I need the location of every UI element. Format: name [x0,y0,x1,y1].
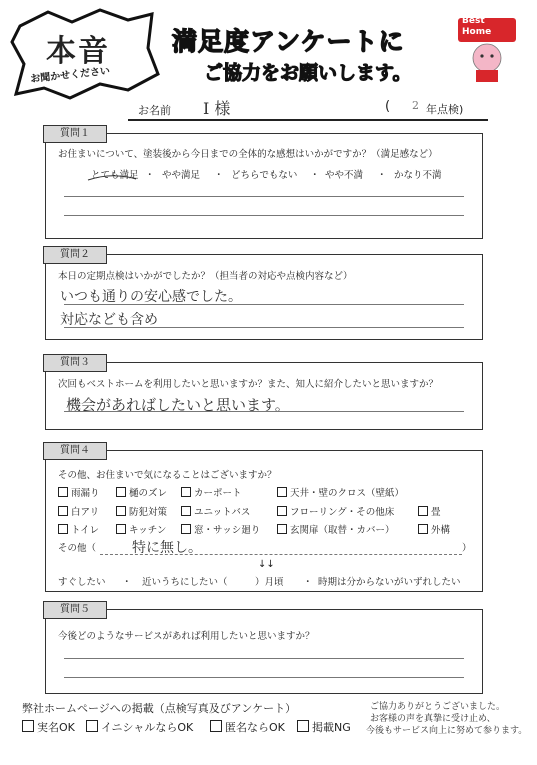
publish-ng[interactable]: 掲載NG [297,719,351,735]
q2-tab: 質問２ [43,246,107,264]
q4-timing-month[interactable]: ）月頃 [255,577,284,588]
badge-sub-text: お聞かせください [29,65,111,86]
thanks-line-2: お客様の声を真摯に受け止め、 [370,714,496,724]
q4-checkbox-leak[interactable]: 雨漏り [58,485,100,499]
q4-checkbox-carport[interactable]: カーポート [181,485,242,499]
q1-option-dissatisfied[interactable]: やや不満 [325,170,364,181]
q1-sep: ・ [214,170,224,181]
thanks-line-3: 今後もサービス向上に努めて参ります。 [366,726,528,736]
q1-option-satisfied[interactable]: やや満足 [162,170,201,181]
q5-question: 今後どのようなサービスがあれば利用したいと思いますか？ [58,631,315,642]
q4-checkbox-unit-bath[interactable]: ユニットバス [181,504,250,518]
q4-checkbox-flooring[interactable]: フローリング・その他床 [277,504,394,518]
q4-checkbox-exterior[interactable]: 外構 [418,522,450,536]
name-label: お名前 [138,104,171,117]
q2-question: 本日の定期点検はいかがでしたか？（担当者の対応や点検内容など） [58,271,353,282]
years-label: 年点検) [426,103,464,116]
publish-title: 弊社ホームページへの掲載（点検写真及びアンケート） [22,702,297,715]
q4-checkbox-door[interactable]: 玄関扉（取替・カバー） [277,522,395,536]
publish-anonymous-ok[interactable]: 匿名ならOK [210,719,285,735]
q4-checkbox-gutter[interactable]: 樋のズレ [116,485,167,499]
q4-other-line [100,554,462,555]
q4-other-label: その他（ [58,543,97,554]
q1-question: お住まいについて、塗装後から今日までの全体的な感想はいかがですか？（満足感など） [58,149,438,160]
q1-option-neutral[interactable]: どちらでもない [231,170,298,181]
logo-text-1: Best [462,16,485,26]
q4-other-answer[interactable]: 特に無し。 [132,540,202,556]
q4-question: その他、お住まいで気になることはございますか？ [58,470,277,481]
q4-checkbox-wallpaper[interactable]: 天井・壁のクロス（壁紙） [277,485,404,499]
q1-sep: ・ [377,170,387,181]
q2-answer-line-2[interactable]: 対応なども含め [60,312,158,328]
q4-checkbox-tatami[interactable]: 畳 [418,504,441,518]
q2-answer-line-1[interactable]: いつも通りの安心感でした。 [60,289,242,305]
q1-selection-mark [86,170,138,182]
q4-other-close: ） [462,543,472,554]
q5-tab: 質問５ [43,601,107,619]
q4-checkbox-kitchen[interactable]: キッチン [116,522,166,536]
q5-box [45,609,483,694]
q4-checkbox-toilet[interactable]: トイレ [58,522,99,536]
publish-real-name-ok[interactable]: 実名OK [22,719,75,735]
q2-line [64,304,464,305]
q1-option-very-dissatisfied[interactable]: かなり不満 [394,170,442,181]
q1-line [64,196,464,197]
q4-timing-near-future[interactable]: 近いうちにしたい（ [142,577,228,588]
q4-checkbox-security[interactable]: 防犯対策 [116,504,167,518]
q3-line [64,411,464,412]
q5-line [64,658,464,659]
q3-answer[interactable]: 機会があればしたいと思います。 [66,396,290,414]
q2-line [64,327,464,328]
q1-line [64,215,464,216]
years-value[interactable]: 2 [412,99,419,112]
q4-tab: 質問４ [43,442,107,460]
q3-question: 次回もベストホームを利用したいと思いますか？また、知人に紹介したいと思いますか？ [58,379,439,390]
q1-tab: 質問１ [43,125,107,143]
q1-option-very-satisfied[interactable]: とても満足 [91,170,139,181]
q5-line [64,677,464,678]
q1-sep: ・ [310,170,320,181]
badge-main-text: 本音 [46,34,110,69]
q3-tab: 質問３ [43,354,107,372]
name-underline [128,119,488,121]
q1-sep: ・ [145,170,155,181]
q4-timing-someday[interactable]: 時期は分からないがいずれしたい [318,577,461,588]
q4-timing-sep: ・ [122,577,132,588]
q4-timing-sep: ・ [303,577,313,588]
q4-timing-soon[interactable]: すぐしたい [58,577,106,588]
thanks-line-1: ご協力ありがとうございました。 [370,702,506,712]
q4-checkbox-window[interactable]: 窓・サッシ廻り [181,522,260,536]
years-paren: ( [385,99,391,114]
q4-checkbox-termites[interactable]: 白アリ [58,504,99,518]
title-line-1: 満足度アンケートに [172,27,405,56]
name-value[interactable]: I 様 [203,99,231,118]
title-line-2: ご協力をお願いします。 [204,62,412,84]
logo-text-2: Home [462,27,492,37]
publish-initials-ok[interactable]: イニシャルならOK [86,719,193,735]
q4-month-arrows: ↓↓ [258,559,275,570]
